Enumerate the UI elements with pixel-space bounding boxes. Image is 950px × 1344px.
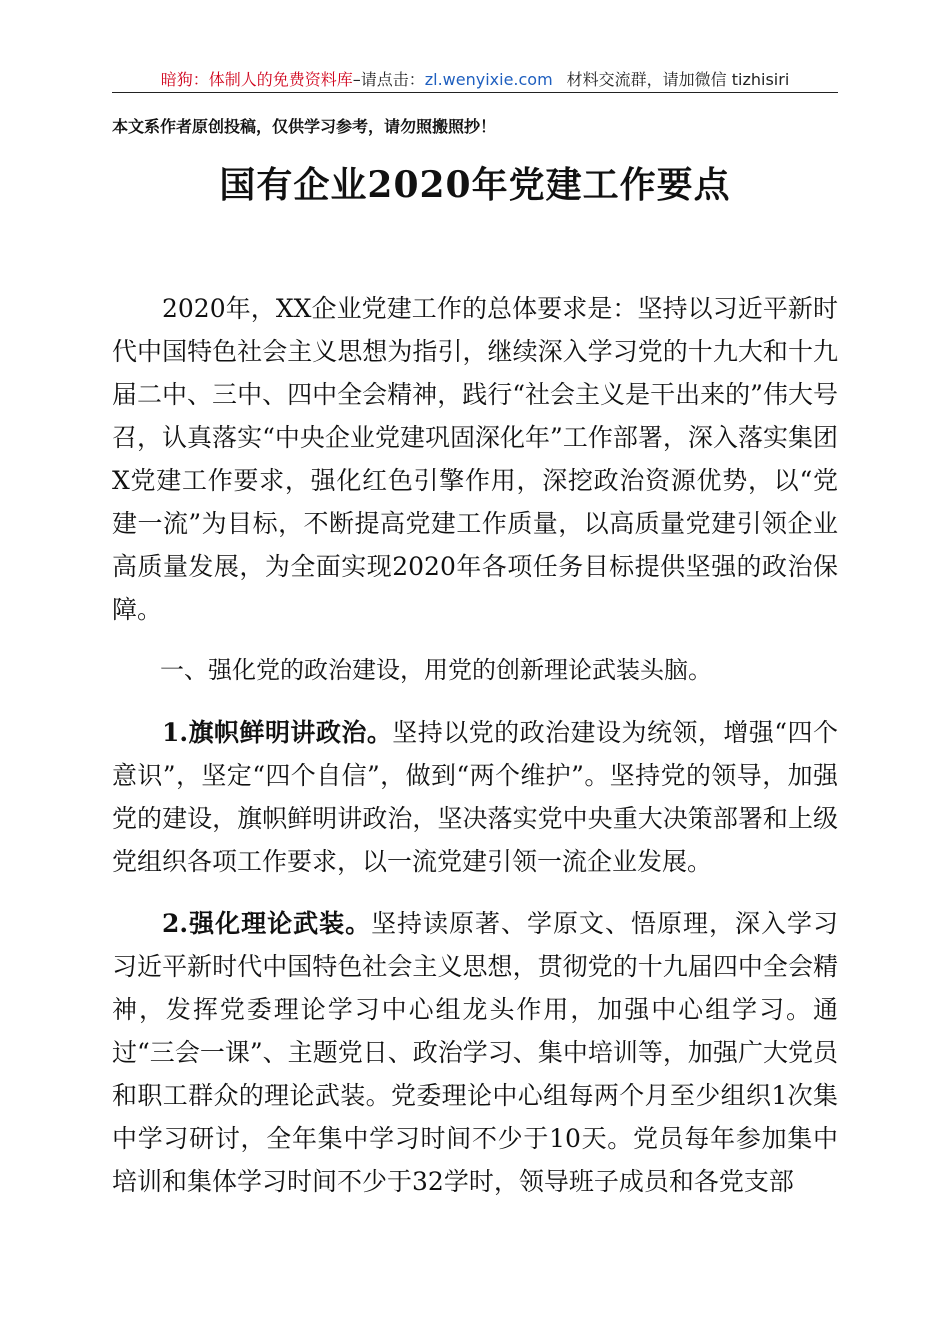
site-name: 暗狗：体制人的免费资料库	[160, 70, 353, 89]
click-prompt: –请点击：	[352, 70, 425, 89]
item-lead: 2.强化理论武装。	[162, 909, 372, 938]
document-body	[112, 287, 838, 1222]
item-text: 坚持以党的政治建设为统领，增强“四个意识”，坚定“四个自信”，做到“两个维护”。坚持党的领导，加强党的建设，旗帜鲜明讲政治，坚决落实党中央重大决策部署和上级党组织各项工作要求，以一流党建引领一流企业发展。	[112, 718, 838, 876]
document-title: 国有企业2020年党建工作要点	[219, 164, 731, 206]
site-url-link[interactable]: zl.wenyixie.com	[424, 70, 553, 89]
copyright-notice: 本文系作者原创投稿，仅供学习参考，请勿照搬照抄！	[112, 117, 497, 136]
item-lead: 1.旗帜鲜明讲政治。	[162, 718, 393, 747]
list-item	[112, 902, 838, 1203]
page-header-banner	[112, 68, 838, 93]
item-text: 坚持读原著、学原文、悟原理，深入学习习近平新时代中国特色社会主义思想，贯彻党的十九届四中全会精神，发挥党委理论学习中心组龙头作用，加强中心组学习。通过“三会一课”、主题党日、政治学习、集中培训等，加强广大党员和职工群众的理论武装。党委理论中心组每两个月至少组织1次集中学习研讨，全年集中学习时间不少于10天。党员每年参加集中培训和集体学习时间不少于32学时，领导班子成员和各党支部	[112, 909, 838, 1196]
list-item	[112, 711, 838, 883]
section-heading: 一、强化党的政治建设，用党的创新理论武装头脑。	[160, 656, 712, 684]
contact-info: 材料交流群，请加微信 tizhisiri	[566, 70, 790, 89]
intro-paragraph: 2020年，XX企业党建工作的总体要求是：坚持以习近平新时代中国特色社会主义思想为指引，继续深入学习党的十九大和十九届二中、三中、四中全会精神，践行“社会主义是干出来的”伟大号召，认真落实“中央企业党建巩固深化年”工作部署，深入落实集团X党建工作要求，强化红色引擎作用，深挖政治资源优势，以“党建一流”为目标，不断提高党建工作质量，以高质量党建引领企业高质量发展，为全面实现2020年各项任务目标提供坚强的政治保障。	[112, 294, 838, 624]
